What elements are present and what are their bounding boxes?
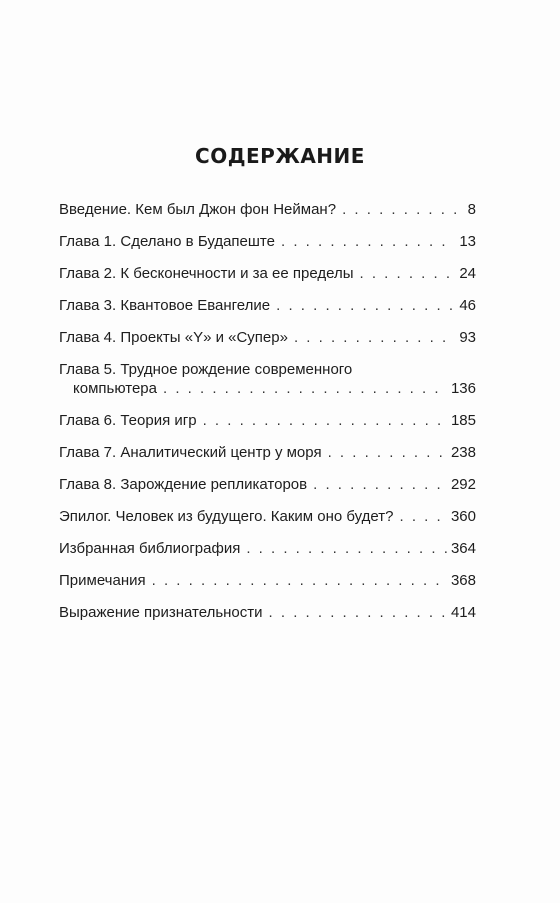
toc-entry-bibliography[interactable] xyxy=(59,539,476,558)
dot-leader xyxy=(269,603,447,622)
toc-entry-page: 136 xyxy=(450,380,476,397)
toc-entry-page: 238 xyxy=(450,444,476,461)
toc-entry-page: 93 xyxy=(459,329,476,346)
dot-leader xyxy=(328,443,447,462)
toc-entry-title: Избранная библиография xyxy=(59,540,241,557)
dot-leader xyxy=(246,539,447,558)
toc-heading: СОДЕРЖАНИЕ xyxy=(195,144,365,168)
toc-entry-page: 13 xyxy=(459,233,476,250)
dot-leader xyxy=(276,296,455,315)
toc-entry-title: Глава 1. Сделано в Будапеште xyxy=(59,233,275,250)
toc-entry-title: Глава 4. Проекты «Y» и «Супер» xyxy=(59,329,288,346)
toc-entry-title: Выражение признательности xyxy=(59,604,263,621)
toc-entry-title: Глава 3. Квантовое Евангелие xyxy=(59,297,271,314)
dot-leader xyxy=(360,264,456,283)
dot-leader xyxy=(399,507,446,526)
toc-entry-page: 46 xyxy=(459,297,476,314)
toc-entry-chapter-3[interactable] xyxy=(59,296,476,315)
toc-entry-title: Примечания xyxy=(59,572,146,589)
toc-entry-page: 360 xyxy=(450,508,476,525)
toc-entry-chapter-6[interactable] xyxy=(59,411,476,430)
toc-entry-title: Введение. Кем был Джон фон Нейман? xyxy=(59,201,337,218)
dot-leader xyxy=(313,475,447,494)
toc-entry-page: 364 xyxy=(450,540,476,557)
toc-entry-chapter-5[interactable] xyxy=(59,360,476,398)
toc-entry-title: Глава 6. Теория игр xyxy=(59,412,197,429)
toc-entry-chapter-1[interactable] xyxy=(59,232,476,251)
toc-entry-page: 368 xyxy=(450,572,476,589)
toc-entry-page: 292 xyxy=(450,476,476,493)
dot-leader xyxy=(163,379,447,398)
dot-leader xyxy=(281,232,455,251)
toc-entry-page: 8 xyxy=(467,201,476,218)
toc-entry-title: Эпилог. Человек из будущего. Каким оно будет? xyxy=(59,508,394,525)
toc-entry-notes[interactable] xyxy=(59,571,476,590)
toc-entry-page: 414 xyxy=(450,604,476,621)
toc-entry-title: Глава 2. К бесконечности и за ее пределы xyxy=(59,265,354,282)
dot-leader xyxy=(342,200,464,219)
toc-entry-title: Глава 8. Зарождение репликаторов xyxy=(59,476,308,493)
toc-entry-chapter-4[interactable] xyxy=(59,328,476,347)
dot-leader xyxy=(203,411,447,430)
toc-entry-page: 185 xyxy=(450,412,476,429)
dot-leader xyxy=(152,571,447,590)
toc-entry-introduction[interactable] xyxy=(59,200,476,219)
toc-entry-chapter-2[interactable] xyxy=(59,264,476,283)
toc-entry-chapter-8[interactable] xyxy=(59,475,476,494)
toc-entry-chapter-7[interactable] xyxy=(59,443,476,462)
toc-entry-epilogue[interactable] xyxy=(59,507,476,526)
toc-entry-title-line1: Глава 5. Трудное рождение современного xyxy=(59,361,353,378)
table-of-contents xyxy=(59,200,476,635)
toc-entry-title: Глава 7. Аналитический центр у моря xyxy=(59,444,322,461)
toc-entry-title-line2: компьютера xyxy=(73,380,157,397)
toc-entry-acknowledgements[interactable] xyxy=(59,603,476,622)
dot-leader xyxy=(294,328,455,347)
toc-entry-page: 24 xyxy=(459,265,476,282)
